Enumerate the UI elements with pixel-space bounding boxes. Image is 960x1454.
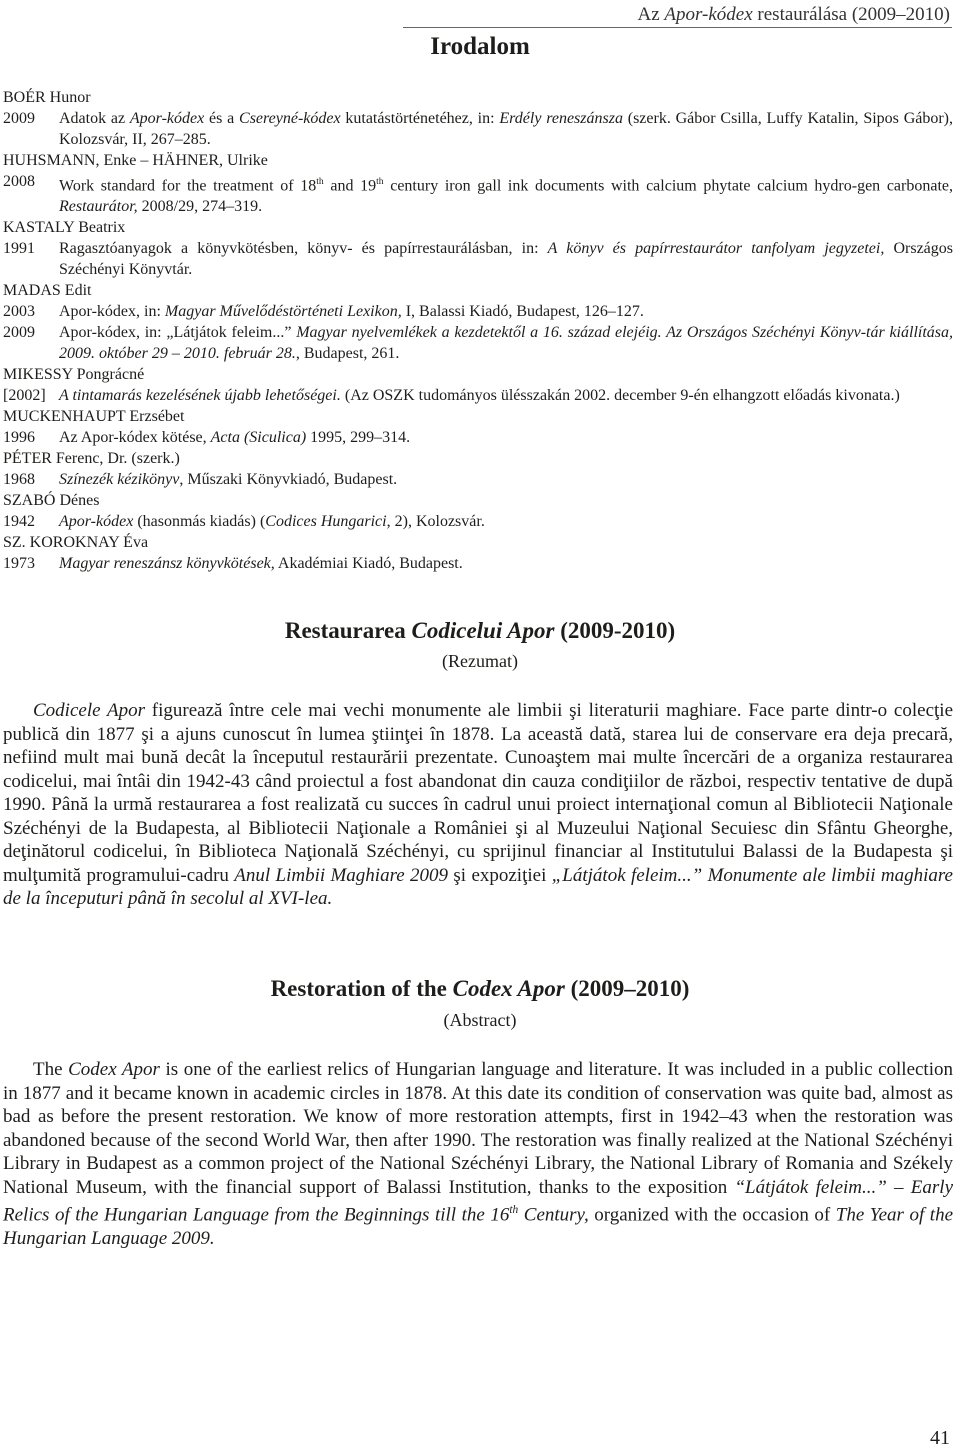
citation-run: A tintamarás kezelésének újabb lehetőségei. (59, 387, 341, 405)
bib-author: PÉTER Ferenc, Dr. (szerk.) (3, 450, 180, 468)
body-run: figurează între cele mai vechi monumente ale limbii şi literaturii maghiare. Face parte dintr-o colecţie publică din 1877 şi a ajuns cunoscut în lumea ştiinţei în 1878. La această dată, starea lui de conservare era deja precară, nefiind mult mai bună decât la începutul restaurării prezentate. Cunoaştem mai multe încercări de a organiza restaurarea codicelui, mai întâi din 1942-43 când proiectul a fost abandonat din cauza condiţiilor de război, respectiv tentative de după 1990. Până la urmă restaurarea a fost realizată cu succes în cadrul unui proiect internaţional comun al Bibliotecii Naţionale Széchényi de la Budapesta, al Bibliotecii Naţionale a României şi al Muzeului Naţional Secuiesc din Sfântu Gheorghe, deţinătorul codicelui, în Biblioteca Naţională Széchényi, cu sprijinul financiar al Institutului Balassi de la Budapesta şi mulţumită programului-cadru (3, 700, 954, 886)
irodalom-heading: Irodalom (430, 33, 530, 60)
citation-run: Adatok az (59, 110, 130, 127)
english-abstract-body (3, 1058, 953, 1250)
bib-year: 1996 (3, 429, 35, 447)
bib-citation (59, 171, 953, 217)
citation-run: Színezék kézikönyv (59, 471, 180, 489)
bib-year: 1991 (3, 240, 35, 258)
bib-entry (3, 171, 953, 217)
citation-run: Az Apor-kódex kötése, (59, 429, 211, 447)
citation-run: kutatástörténetéhez, in: (340, 110, 500, 127)
bib-entry (3, 469, 953, 490)
bib-entry (3, 322, 953, 364)
bib-citation (59, 322, 953, 364)
citation-run: (hasonmás kiadás) ( (133, 513, 266, 531)
citation-run: és a (204, 110, 240, 127)
citation-run: Apor-kódex (129, 110, 205, 127)
bib-entry (3, 301, 953, 322)
citation-run: , 2), Kolozsvár. (386, 513, 485, 531)
title-run: (2009–2010) (564, 976, 690, 1001)
body-run: Century, (518, 1204, 589, 1226)
body-run: Anul Limbii Maghiare 2009 (234, 864, 449, 886)
title-run: Codicelui Apor (411, 618, 555, 643)
running-head-italic: Apor-kódex (664, 4, 753, 25)
citation-run: 1995, 299–314. (306, 429, 411, 447)
romanian-summary-body (3, 699, 953, 911)
citation-run: Acta (Siculica) (210, 429, 307, 447)
running-head: Az Apor-kódex restaurálása (2009–2010) (637, 4, 950, 25)
body-run: „Látjátok feleim...” Monumente ale limbii maghiare de la începuturi până în secolul al XVI-lea. (3, 864, 953, 909)
bib-author: SZABÓ Dénes (3, 492, 100, 510)
bib-author: MIKESSY Pongrácné (3, 366, 145, 384)
bib-citation (59, 238, 953, 280)
bib-year: 2009 (3, 324, 35, 342)
bib-entry (3, 385, 953, 406)
citation-run: Ragasztóanyagok a könyvkötésben, könyv- és papírrestaurálásban, in: (59, 240, 548, 258)
title-run: Restaurarea (284, 618, 412, 643)
bib-entry (3, 238, 953, 280)
title-run: Restoration of the (270, 976, 453, 1001)
citation-run: th (376, 176, 384, 187)
citation-run: Apor-kódex, in: „Látjátok feleim...” (59, 324, 297, 342)
body-run: “Látjátok feleim...” – Early Relics of the Hungarian Language from the Beginnings till the 16 (3, 1176, 953, 1226)
citation-run: I, Balassi Kiadó, Budapest, 126–127. (401, 303, 644, 321)
bib-year: 2009 (3, 110, 35, 127)
bib-year: 1942 (3, 513, 35, 531)
romanian-summary-subtitle: (Rezumat) (442, 651, 518, 671)
citation-run: , Budapest, 261. (295, 345, 400, 363)
bib-entry (3, 553, 953, 574)
english-abstract-subtitle: (Abstract) (443, 1010, 517, 1030)
bib-author: BOÉR Hunor (3, 89, 91, 106)
page-number: 41 (930, 1427, 950, 1449)
citation-run: Work standard for the treatment of 18 (59, 177, 317, 195)
bib-entry (3, 108, 953, 150)
bib-year: 2003 (3, 303, 35, 321)
citation-run: 2008/29, 274–319. (137, 198, 263, 216)
citation-run: (Az OSZK tudományos ülésszakán 2002. december 9-én elhangzott előadás kivonata.) (340, 387, 900, 405)
citation-run: A könyv és papírrestaurátor tanfolyam jegyzetei, (547, 240, 885, 258)
citation-run: Akadémiai Kiadó, Budapest. (274, 555, 463, 573)
citation-run: Codices Hungarici (265, 513, 387, 531)
bibliography (3, 87, 953, 574)
citation-run: Magyar Művelődéstörténeti Lexikon, (164, 303, 402, 321)
body-run: Codicele Apor (33, 700, 145, 721)
english-abstract-title (0, 976, 960, 1002)
bib-citation (59, 108, 953, 150)
citation-run: Apor-kódex (59, 513, 134, 531)
bib-entry (3, 427, 953, 448)
citation-run: (szerk. Gábor Csilla, Luffy Katalin, Sipos Gábor), Kolozsvár, II, 267–285. (59, 110, 954, 148)
bib-author: HUHSMANN, Enke – HÄHNER, Ulrike (3, 152, 268, 169)
citation-run: th (316, 176, 324, 187)
bib-year: 1968 (3, 471, 35, 489)
citation-run: Országos Széchényi Könyvtár. (59, 240, 953, 279)
bib-author: MUCKENHAUPT Erzsébet (3, 408, 185, 426)
bib-citation (59, 301, 953, 322)
header-rule (403, 27, 952, 28)
body-run: Codex Apor (68, 1059, 160, 1080)
body-run: The Year of the Hungarian Language 2009. (3, 1204, 954, 1249)
romanian-summary-title (0, 618, 960, 644)
bib-citation (59, 469, 953, 490)
citation-run: Magyar reneszánsz könyvkötések, (59, 555, 275, 573)
body-run: The (33, 1059, 69, 1080)
bib-author: SZ. KOROKNAY Éva (3, 534, 149, 552)
bib-year: 2008 (3, 173, 35, 190)
bib-entry (3, 511, 953, 532)
citation-run: century iron gall ink documents with calcium phytate calcium hydro-gen carbonate, (383, 177, 954, 195)
citation-run: , Műszaki Könyvkiadó, Budapest. (179, 471, 398, 489)
bib-year: 1973 (3, 555, 35, 573)
citation-run: Restaurátor, (59, 198, 138, 216)
body-run: th (509, 1204, 519, 1216)
bib-author: MADAS Edit (3, 282, 92, 300)
citation-run: Erdély reneszánsza (499, 110, 623, 127)
bib-year: [2002] (3, 387, 46, 405)
bib-citation (59, 427, 953, 448)
citation-run: Apor-kódex, in: (59, 303, 165, 321)
body-run: organized with the occasion of (588, 1204, 836, 1226)
citation-run: Magyar nyelvemlékek a kezdetektől a 16. század elejéig. Az Országos Széchényi Könyv-tár kiállítása, 2009. október 29 – 2010. február 28. (59, 324, 953, 363)
bib-citation (59, 385, 953, 406)
citation-run: and 19 (323, 177, 377, 195)
body-run: is one of the earliest relics of Hungarian language and literature. It was included in a public collection in 1877 and it became known in academic circles in 1878. At this date its condition of conservation was quite bad, almost as bad as before the present restoration. We know of more restoration attempts, first in 1942–43 when the restoration was abandoned because of the second World War, then after 1990. The restoration was finally realized at the National Széchényi Library in Budapest as a common project of the National Széchényi Library, the National Library of Romania and Székely National Museum, with the financial support of Balassi Institution, thanks to the exposition (3, 1059, 953, 1198)
citation-run: Csereyné-kódex (239, 110, 341, 127)
title-run: (2009-2010) (554, 618, 676, 643)
bib-author: KASTALY Beatrix (3, 219, 126, 237)
bib-citation (59, 511, 953, 532)
bib-citation (59, 553, 953, 574)
title-run: Codex Apor (452, 976, 565, 1001)
body-run: şi expoziţiei (448, 864, 552, 886)
